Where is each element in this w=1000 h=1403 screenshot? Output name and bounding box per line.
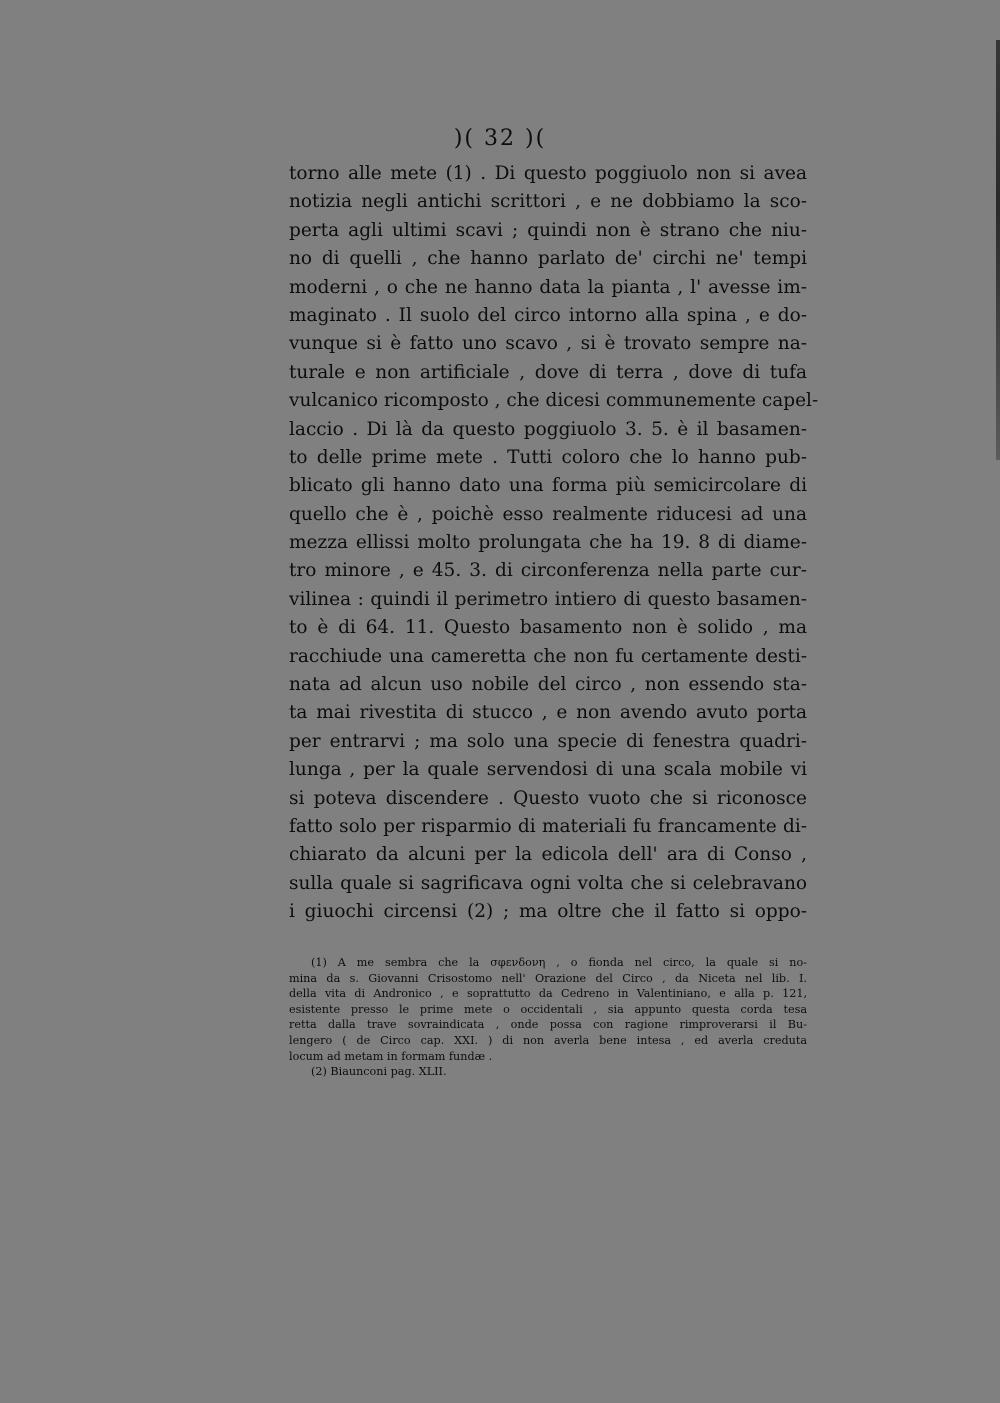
text-line: sulla quale si sagrificava ogni volta che si celebravano (289, 872, 807, 894)
text-line: nata ad alcun uso nobile del circo , non essendo sta- (289, 674, 807, 696)
text-line: lunga , per la quale servendosi di una scala mobile vi (289, 759, 807, 781)
text-line: fatto solo per risparmio di materiali fu francamente di- (289, 815, 807, 837)
text-line: maginato . Il suolo del circo intorno alla spina , e do- (289, 304, 807, 326)
text-line: mezza ellissi molto prolungata che ha 19. 8 di diame- (289, 532, 807, 554)
footnotes (289, 955, 807, 1080)
footnote-line: (1) A me sembra che la σφενδονη , o fionda nel circo, la quale si no- (311, 956, 807, 969)
text-line: ta mai rivestita di stucco , e non avendo avuto porta (289, 702, 807, 724)
text-line: chiarato da alcuni per la edicola dell' ara di Conso , (289, 844, 807, 866)
footnote-line: della vita di Andronico , e soprattutto da Cedreno in Valentiniano, e alla p. 121, (289, 987, 807, 1001)
text-line: blicato gli hanno dato una forma più semicircolare di (289, 475, 807, 497)
footnote-line: locum ad metam in formam fundæ . (289, 1049, 493, 1063)
footnote-line: mina da s. Giovanni Crisostomo nell' Orazione del Circo , da Niceta nel lib. I. (289, 971, 807, 985)
footnote-line: esistente presso le prime mete o occidentali , sia appunto questa corda tesa (289, 1002, 807, 1016)
text-line: tro minore , e 45. 3. di circonferenza nella parte cur- (289, 560, 807, 582)
footnote-line: (2) Biaunconi pag. XLII. (311, 1065, 447, 1079)
text-line: notizia negli antichi scrittori , e ne dobbiamo la sco- (289, 191, 807, 213)
scan-edge-shadow (996, 40, 1000, 460)
text-line: racchiude una cameretta che non fu certamente desti- (289, 645, 807, 667)
text-line: laccio . Di là da questo poggiuolo 3. 5. è il basamen- (289, 418, 807, 440)
text-line: vulcanico ricomposto , che dicesi communemente capel- (289, 390, 819, 412)
footnote-line: retta dalla trave sovraindicata , onde possa con ragione rimproverarsi il Bu- (289, 1018, 807, 1032)
text-line: to delle prime mete . Tutti coloro che lo hanno pub- (289, 446, 807, 468)
text-line: moderni , o che ne hanno data la pianta , l' avesse im- (289, 276, 807, 298)
text-line: no di quelli , che hanno parlato de' circhi ne' tempi (289, 248, 807, 270)
text-line: turale e non artificiale , dove di terra , dove di tufa (289, 361, 807, 383)
text-line: per entrarvi ; ma solo una specie di fenestra quadri- (289, 730, 807, 752)
footnote-line: lengero ( de Circo cap. XXI. ) di non averla bene intesa , ed averla creduta (289, 1033, 807, 1047)
text-line: vilinea : quindi il perimetro intiero di questo basamen- (289, 588, 807, 610)
page-number: )( 32 )( (453, 126, 547, 151)
text-line: to è di 64. 11. Questo basamento non è solido , ma (289, 617, 807, 639)
text-line: i giuochi circensi (2) ; ma oltre che il fatto si oppo- (289, 901, 807, 923)
text-line: quello che è , poichè esso realmente riducesi ad una (289, 503, 807, 525)
text-line: torno alle mete (1) . Di questo poggiuolo non si avea (289, 163, 807, 184)
text-line: perta agli ultimi scavi ; quindi non è strano che niu- (289, 219, 807, 241)
text-line: vunque si è fatto uno scavo , si è trovato sempre na- (289, 333, 807, 355)
body-text (289, 160, 819, 927)
text-line: si poteva discendere . Questo vuoto che si riconosce (289, 787, 807, 809)
